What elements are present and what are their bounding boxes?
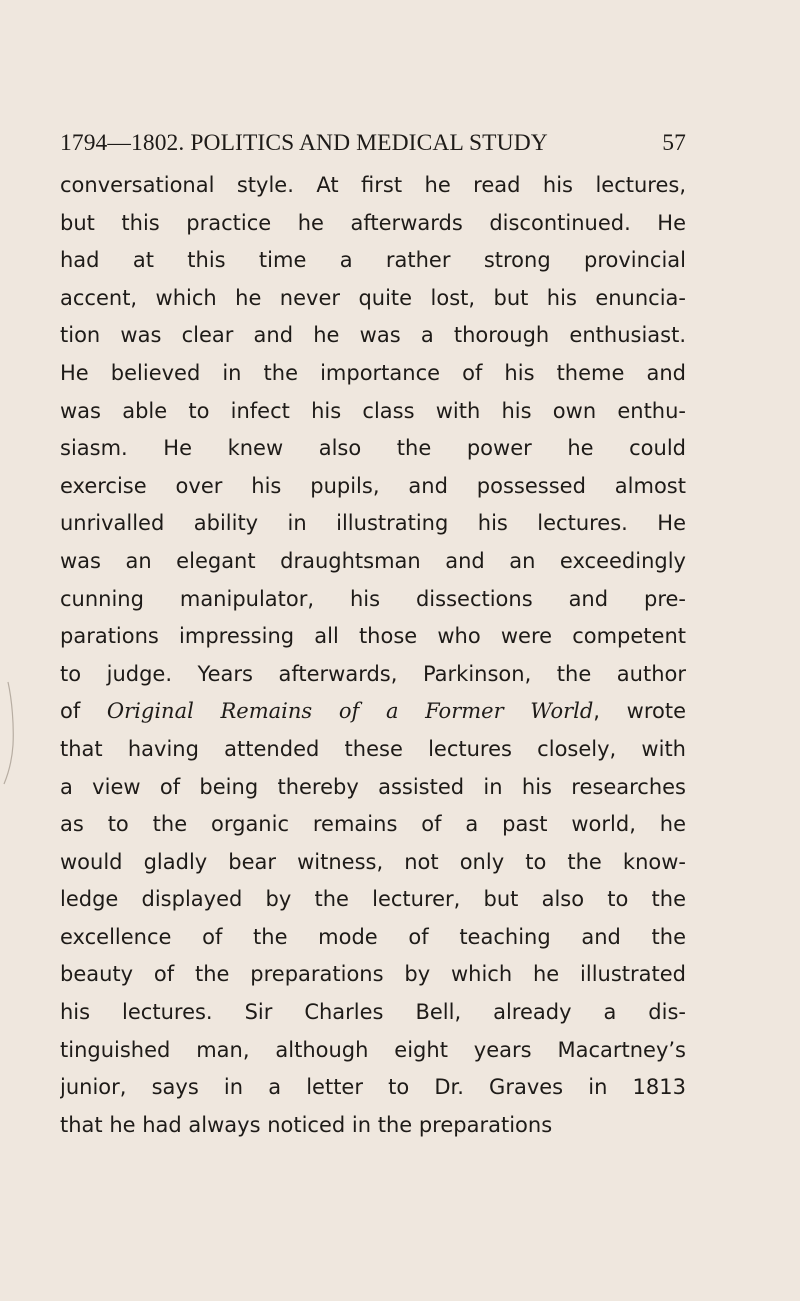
text-line: accent, which he never quite lost, but his enuncia-: [60, 285, 686, 310]
text-line: a view of being thereby assisted in his researches: [60, 774, 686, 799]
text-line: excellence of the mode of teaching and the: [60, 924, 686, 949]
text-line: that having attended these lectures closely, with: [60, 736, 686, 761]
text-line: tion was clear and he was a thorough enthusiast.: [60, 323, 686, 348]
text-line: would gladly bear witness, not only to the know-: [60, 849, 686, 874]
text-line: his lectures. Sir Charles Bell, already a dis-: [60, 1000, 686, 1025]
margin-pencil-mark: [0, 680, 20, 790]
text-line: parations impressing all those who were competent: [60, 624, 686, 649]
text-line: siasm. He knew also the power he could: [60, 436, 686, 461]
running-title: 1794—1802. POLITICS AND MEDICAL STUDY: [60, 130, 548, 156]
book-title-italic: Original Remains of a Former World: [106, 699, 594, 724]
text-line: that he had always noticed in the preparations: [60, 1112, 553, 1137]
text-line: tinguished man, although eight years Macartney’s: [60, 1037, 686, 1062]
text-line: beauty of the preparations by which he illustrated: [60, 962, 686, 987]
text-line: but this practice he afterwards discontinued. He: [60, 210, 686, 235]
text-line: cunning manipulator, his dissections and pre-: [60, 586, 686, 611]
text-line-with-title: [60, 693, 686, 731]
text-fragment: , wrote: [593, 699, 686, 724]
text-line: conversational style. At first he read his lectures,: [60, 173, 686, 197]
text-line: He believed in the importance of his theme and: [60, 360, 686, 385]
text-line: to judge. Years afterwards, Parkinson, the author: [60, 661, 686, 686]
running-header: [60, 128, 686, 158]
text-line: exercise over his pupils, and possessed almost: [60, 473, 686, 498]
text-line: as to the organic remains of a past world, he: [60, 812, 686, 837]
text-line: was an elegant draughtsman and an exceedingly: [60, 548, 686, 573]
text-line: ledge displayed by the lecturer, but also to the: [60, 887, 686, 912]
text-line: unrivalled ability in illustrating his lectures. He: [60, 511, 686, 536]
text-line: was able to infect his class with his own enthu-: [60, 398, 686, 423]
page-number: 57: [662, 130, 686, 156]
text-line: junior, says in a letter to Dr. Graves in 1813: [60, 1075, 686, 1100]
body-text: [60, 167, 686, 1144]
text-line: had at this time a rather strong provincial: [60, 248, 686, 273]
text-fragment: of: [60, 699, 107, 724]
